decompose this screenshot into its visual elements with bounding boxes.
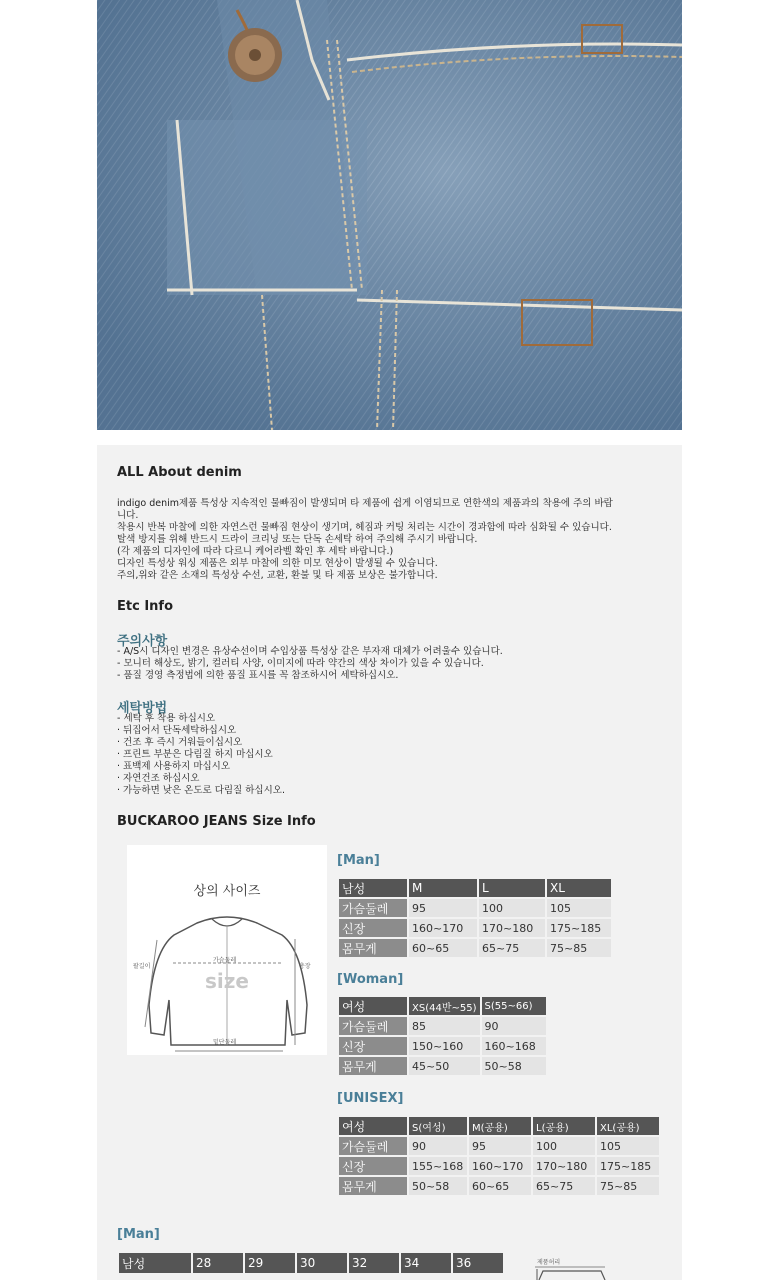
row-label: 신장	[339, 919, 407, 937]
table-header-cell: 여성	[339, 997, 407, 1015]
table-cell: 90	[409, 1137, 467, 1155]
pants-size-table	[117, 1251, 505, 1275]
caution-line: - 품질 경영 측정법에 의한 품질 표시를 꼭 참조하시어 세탁하십시오.	[117, 670, 399, 681]
table-row	[339, 1137, 659, 1155]
info-panel	[97, 445, 682, 1280]
table-header-row	[339, 997, 546, 1015]
row-label: 몸무게	[339, 939, 407, 957]
table-header-row	[119, 1253, 503, 1273]
table-cell: 50~58	[409, 1177, 467, 1195]
wash-line: · 프린트 부분은 다림질 하지 마십시오	[117, 749, 273, 760]
table-header-cell: L	[479, 879, 545, 897]
all-about-line: 탈색 방지를 위해 반드시 드라이 크리닝 또는 단독 손세탁 하여 주의해 주시기 바랍니다.	[117, 534, 478, 545]
table-cell: 100	[533, 1137, 595, 1155]
man-table-label: [Man]	[337, 853, 380, 868]
unisex-table-label: [UNISEX]	[337, 1091, 404, 1106]
hem-label: 밑단둘레	[213, 1039, 237, 1046]
size-info-title: BUCKAROO JEANS Size Info	[117, 814, 316, 829]
row-label: 신장	[339, 1157, 407, 1175]
table-row	[339, 1017, 546, 1035]
table-cell: 90	[482, 1017, 546, 1035]
table-header-cell: 32	[349, 1253, 399, 1273]
caution-line: - A/S시 디자인 변경은 유상수선이며 수입상품 특성상 같은 부자재 대체가 어려울수 있습니다.	[117, 646, 503, 657]
wash-line: - 세탁 후 착용 하십시오	[117, 713, 216, 724]
length-label: 총장	[299, 963, 311, 970]
table-header-cell: 남성	[119, 1253, 191, 1273]
table-header-cell: XS(44반~55)	[409, 997, 480, 1015]
table-header-cell: S(여성)	[409, 1117, 467, 1135]
table-row	[339, 1057, 546, 1075]
sleeve-label: 팔길이	[133, 963, 151, 970]
table-cell: 160~170	[469, 1157, 531, 1175]
wash-line: · 가능하면 낮은 온도로 다림질 하십시오.	[117, 785, 285, 796]
table-header-cell: 29	[245, 1253, 295, 1273]
all-about-text	[117, 498, 672, 582]
wash-line: · 표백제 사용하지 마십시오	[117, 761, 231, 772]
table-row	[339, 919, 611, 937]
table-cell: 105	[597, 1137, 659, 1155]
table-header-cell: XL	[547, 879, 611, 897]
etc-info-title: Etc Info	[117, 599, 174, 614]
all-about-line: 주의,위와 같은 소재의 특성상 수선, 교환, 환불 및 타 제품 보상은 불가합니다.	[117, 570, 438, 581]
wash-title: 세탁방법	[117, 701, 168, 716]
table-cell: 105	[547, 899, 611, 917]
row-label: 신장	[339, 1037, 407, 1055]
table-row	[339, 899, 611, 917]
all-about-title: ALL About denim	[117, 465, 242, 480]
all-about-line: 디자인 특성상 워싱 제품은 외부 마찰에 의한 미모 현상이 발생될 수 있습니다.	[117, 558, 438, 569]
table-row	[339, 939, 611, 957]
pants-man-label: [Man]	[117, 1227, 160, 1242]
row-label: 가슴둘레	[339, 899, 407, 917]
all-about-line: 착용시 반복 마찰에 의한 자연스런 물빠짐 현상이 생기며, 헤짐과 커팅 처리는 시간이 경과함에 따라 심화될 수 있습니다.	[117, 522, 612, 533]
wash-line: · 건조 후 즉시 거워들이십시오	[117, 737, 243, 748]
table-header-cell: 30	[297, 1253, 347, 1273]
table-cell: 65~75	[533, 1177, 595, 1195]
table-cell: 155~168	[409, 1157, 467, 1175]
table-header-row	[339, 1117, 659, 1135]
row-label: 몸무게	[339, 1177, 407, 1195]
caution-text	[117, 646, 672, 682]
table-cell: 150~160	[409, 1037, 480, 1055]
table-header-cell: 28	[193, 1253, 243, 1273]
table-cell: 60~65	[469, 1177, 531, 1195]
top-size-diagram	[127, 845, 327, 1055]
product-photo-denim	[97, 0, 682, 430]
table-header-cell: M(공용)	[469, 1117, 531, 1135]
table-cell: 175~185	[597, 1157, 659, 1175]
row-label: 몸무게	[339, 1057, 407, 1075]
table-header-cell: S(55~66)	[482, 997, 546, 1015]
table-header-cell: 여성	[339, 1117, 407, 1135]
table-header-cell: 남성	[339, 879, 407, 897]
all-about-line: indigo denim제품 특성상 지속적인 물빠짐이 발생되며 타 제품에 쉽게 이염되므로 연한색의 제품과의 착용에 주의 바랍	[117, 498, 613, 509]
table-cell: 95	[469, 1137, 531, 1155]
top-size-diagram-title: 상의 사이즈	[193, 884, 261, 899]
table-header-row	[339, 879, 611, 897]
woman-size-table	[337, 995, 548, 1077]
woman-table-label: [Woman]	[337, 972, 404, 987]
pants-outline-icon	[517, 1263, 617, 1280]
all-about-line: 니다.	[117, 510, 139, 521]
table-cell: 160~168	[482, 1037, 546, 1055]
table-row	[339, 1037, 546, 1055]
table-cell: 75~85	[597, 1177, 659, 1195]
man-size-table	[337, 877, 613, 959]
table-cell: 170~180	[533, 1157, 595, 1175]
table-row	[339, 1177, 659, 1195]
table-header-cell: 34	[401, 1253, 451, 1273]
waist-label: 제품허리	[537, 1259, 561, 1266]
table-cell: 170~180	[479, 919, 545, 937]
pants-diagram	[517, 1255, 617, 1280]
unisex-size-table	[337, 1115, 661, 1197]
table-header-cell: L(공용)	[533, 1117, 595, 1135]
size-watermark: size	[205, 969, 249, 993]
wash-line: · 뒤집어서 단독세탁하십시오	[117, 725, 237, 736]
table-cell: 50~58	[482, 1057, 546, 1075]
all-about-line: (각 제품의 디자인에 따라 다르니 케어라벨 확인 후 세탁 바랍니다.)	[117, 546, 394, 557]
table-header-cell: M	[409, 879, 477, 897]
table-cell: 175~185	[547, 919, 611, 937]
table-cell: 45~50	[409, 1057, 480, 1075]
table-cell: 95	[409, 899, 477, 917]
table-row	[339, 1157, 659, 1175]
table-header-cell: XL(공용)	[597, 1117, 659, 1135]
table-cell: 160~170	[409, 919, 477, 937]
table-cell: 100	[479, 899, 545, 917]
table-cell: 60~65	[409, 939, 477, 957]
caution-title: 주의사항	[117, 634, 168, 649]
table-cell: 65~75	[479, 939, 545, 957]
wash-line: · 자연건조 하십시오	[117, 773, 200, 784]
chest-label: 가슴둘레	[213, 957, 237, 964]
wash-text	[117, 713, 672, 797]
table-cell: 75~85	[547, 939, 611, 957]
row-label: 가슴둘레	[339, 1137, 407, 1155]
table-cell: 85	[409, 1017, 480, 1035]
row-label: 가슴둘레	[339, 1017, 407, 1035]
table-header-cell: 36	[453, 1253, 503, 1273]
caution-line: - 모니터 해상도, 밝기, 컬러티 사양, 이미지에 따라 약간의 색상 차이가 있을 수 있습니다.	[117, 658, 484, 669]
